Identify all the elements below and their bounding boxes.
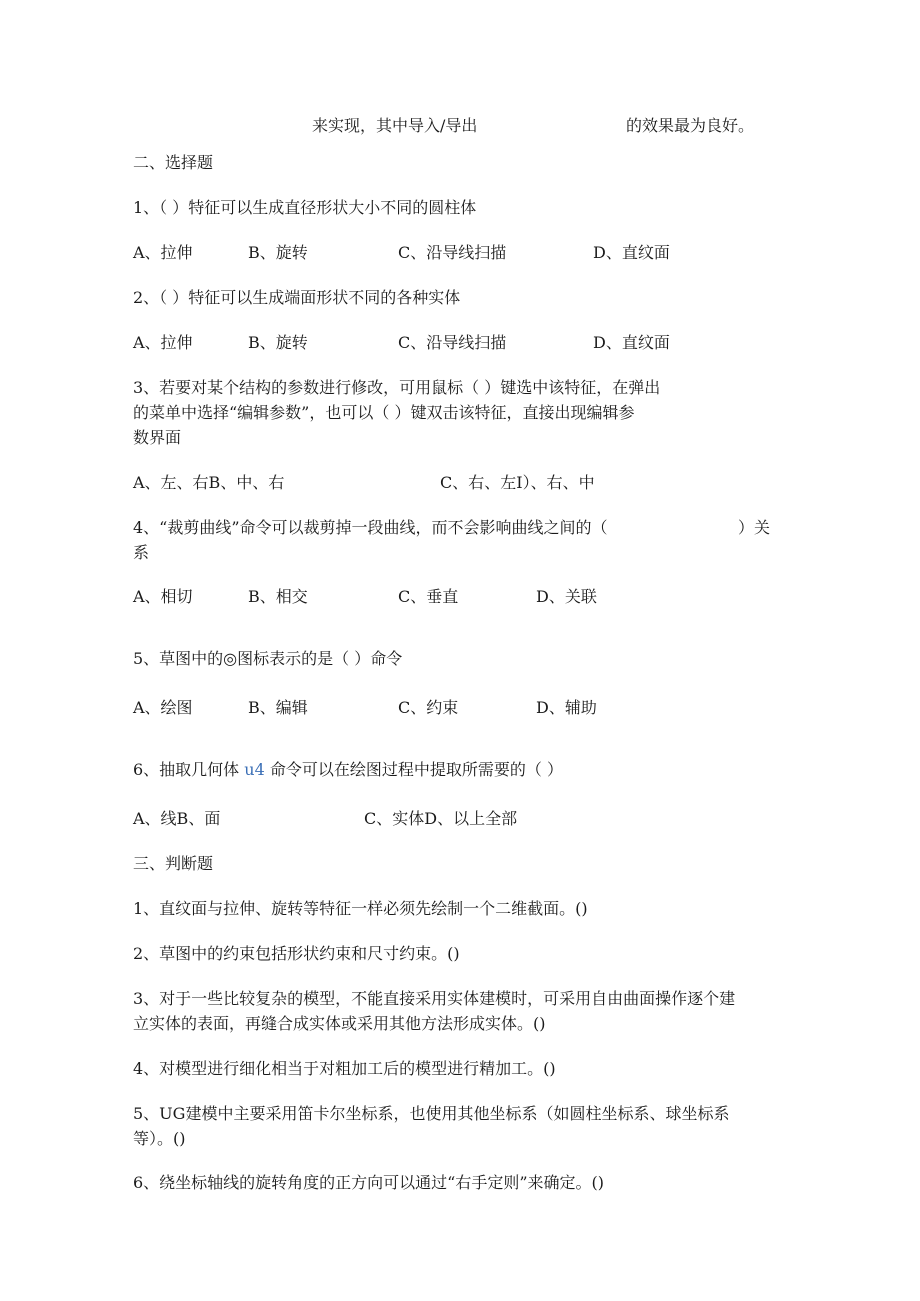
judge-q6: 6、绕坐标轴线的旋转角度的正方向可以通过“右手定则”来确定。() — [133, 1173, 605, 1192]
judge-q5-line-2: 等）。() — [133, 1129, 186, 1148]
choice-q3-line-2: 的菜单中选择“编辑参数”，也可以（ ）键双击该特征，直接出现编辑参 — [133, 403, 635, 422]
choice-q1-option-a: A、拉伸 — [133, 243, 193, 262]
choice-q4-option-b: B、相交 — [248, 587, 308, 606]
choice-q6-stem-pre: 6、抽取几何体 — [133, 760, 240, 779]
choice-q5-option-a: A、绘图 — [133, 698, 193, 717]
choice-q5-option-d: D、辅助 — [536, 698, 597, 717]
top-line-left: 来实现，其中导入/导出 — [312, 116, 478, 135]
choice-q4-line-2: 系 — [133, 543, 150, 562]
choice-q3-line-3: 数界面 — [133, 428, 182, 447]
judge-q2: 2、草图中的约束包括形状约束和尺寸约束。() — [133, 944, 460, 963]
choice-q2-option-d: D、直纹面 — [593, 333, 670, 352]
choice-q4-option-a: A、相切 — [133, 587, 193, 606]
choice-q5-stem: 5、草图中的◎图标表示的是（ ）命令 — [133, 649, 403, 668]
choice-q4-line-1: 4、“裁剪曲线”命令可以裁剪掉一段曲线，而不会影响曲线之间的（ — [133, 518, 608, 537]
choice-q1-option-d: D、直纹面 — [593, 243, 670, 262]
choice-q4-option-d: D、关联 — [536, 587, 597, 606]
choice-q3-line-1: 3、若要对某个结构的参数进行修改，可用鼠标（ ）键选中该特征，在弹出 — [133, 378, 661, 397]
choice-q4-line-1-end: ）关 — [738, 518, 771, 537]
judge-q4: 4、对模型进行细化相当于对粗加工后的模型进行精加工。() — [133, 1059, 556, 1078]
section-heading-judge: 三、判断题 — [133, 854, 214, 873]
choice-q3-options-ab: A、左、右B、中、右 — [133, 473, 285, 492]
choice-q3-options-cd: C、右、左I）、右、中 — [440, 473, 595, 492]
judge-q3-line-2: 立实体的表面，再缝合成实体或采用其他方法形成实体。() — [133, 1014, 546, 1033]
judge-q1: 1、直纹面与拉伸、旋转等特征一样必须先绘制一个二维截面。() — [133, 899, 588, 918]
choice-q1-option-c: C、沿导线扫描 — [398, 243, 507, 262]
judge-q5-line-1: 5、UG建模中主要采用笛卡尔坐标系，也使用其他坐标系（如圆柱坐标系、球坐标系 — [133, 1104, 730, 1123]
choice-q2-option-a: A、拉伸 — [133, 333, 193, 352]
choice-q5-option-b: B、编辑 — [248, 698, 308, 717]
choice-q1-stem: 1、（ ）特征可以生成直径形状大小不同的圆柱体 — [133, 198, 477, 217]
choice-q6-stem-post: 命令可以在绘图过程中提取所需要的（ ） — [269, 760, 563, 779]
choice-q2-option-b: B、旋转 — [248, 333, 308, 352]
judge-q3-line-1: 3、对于一些比较复杂的模型，不能直接采用实体建模时，可采用自由曲面操作逐个建 — [133, 989, 736, 1008]
choice-q6-options-cd: C、实体D、以上全部 — [364, 809, 518, 828]
choice-q2-stem: 2、（ ）特征可以生成端面形状不同的各种实体 — [133, 288, 461, 307]
choice-q6-options-ab: A、线B、面 — [133, 809, 221, 828]
choice-q2-option-c: C、沿导线扫描 — [398, 333, 507, 352]
choice-q4-option-c: C、垂直 — [398, 587, 459, 606]
choice-q6-stem — [133, 760, 563, 780]
choice-q6-command-code: u4 — [244, 760, 265, 779]
top-line-right: 的效果最为良好。 — [626, 116, 755, 135]
choice-q1-option-b: B、旋转 — [248, 243, 308, 262]
choice-q5-option-c: C、约束 — [398, 698, 459, 717]
section-heading-choice: 二、选择题 — [133, 153, 214, 172]
